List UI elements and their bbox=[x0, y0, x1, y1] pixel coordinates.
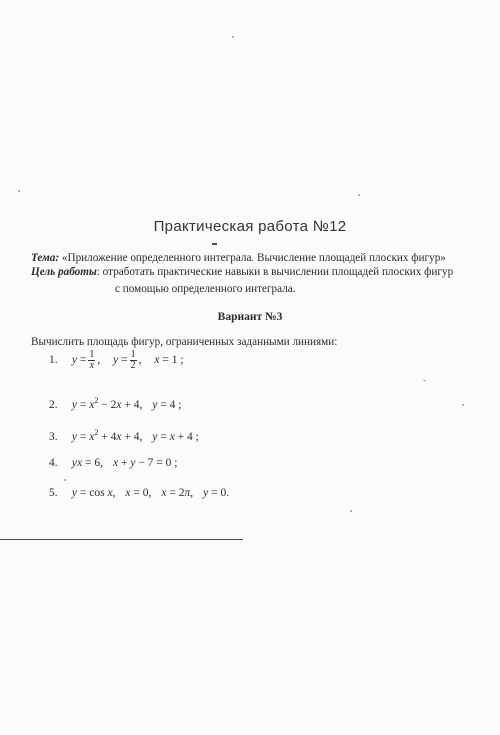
list-item bbox=[49, 396, 182, 411]
topic-text: «Приложение определенного интеграла. Вычисление площадей плоских фигур» bbox=[59, 252, 446, 264]
variant-heading: Вариант №3 bbox=[217, 311, 283, 323]
scan-speck bbox=[350, 510, 352, 512]
item-equation: yx = 6, x + y − 7 = 0 ; bbox=[71, 457, 178, 469]
goal-text: : отработать практические навыки в вычислении площадей плоских фигур bbox=[96, 266, 454, 278]
goal-label: Цель работы bbox=[31, 266, 97, 278]
topic-label: Тема: bbox=[31, 252, 60, 264]
list-item bbox=[49, 428, 199, 443]
scan-speck bbox=[358, 194, 360, 196]
goal-continuation: с помощью определенного интеграла. bbox=[115, 283, 296, 295]
item-equation: $y = x^2 + 4x + 4$, y = x + 4 ; bbox=[71, 428, 199, 443]
item-equation: y = $\frac{1}{x}$ , y = $\frac{1}{2}$ , x = 1 ; bbox=[71, 349, 184, 371]
scan-speck bbox=[232, 36, 234, 38]
scan-speck bbox=[462, 404, 464, 406]
item-equation: y = cos x, x = 0, x = 2π, y = 0. bbox=[71, 487, 230, 499]
goal-line bbox=[31, 266, 493, 279]
list-item bbox=[49, 350, 184, 371]
list-item bbox=[49, 457, 177, 469]
scan-speck bbox=[423, 380, 426, 381]
scan-mark bbox=[212, 243, 217, 245]
scan-speck bbox=[64, 479, 66, 481]
item-number: 4. bbox=[49, 457, 58, 469]
list-item bbox=[49, 487, 229, 499]
page-title: Практическая работа №12 bbox=[153, 218, 347, 235]
scan-speck bbox=[18, 190, 20, 192]
item-equation: $y = x^2 - 2x + 4$, y = 4 ; bbox=[71, 396, 182, 411]
horizontal-rule bbox=[0, 539, 243, 540]
task-statement: Вычислить площадь фигур, ограниченных заданными линиями: bbox=[31, 336, 338, 348]
item-number: 3. bbox=[49, 430, 58, 443]
item-number: 5. bbox=[49, 487, 58, 499]
item-number: 2. bbox=[49, 398, 58, 411]
item-number: 1. bbox=[49, 354, 58, 367]
topic-line bbox=[31, 252, 493, 265]
